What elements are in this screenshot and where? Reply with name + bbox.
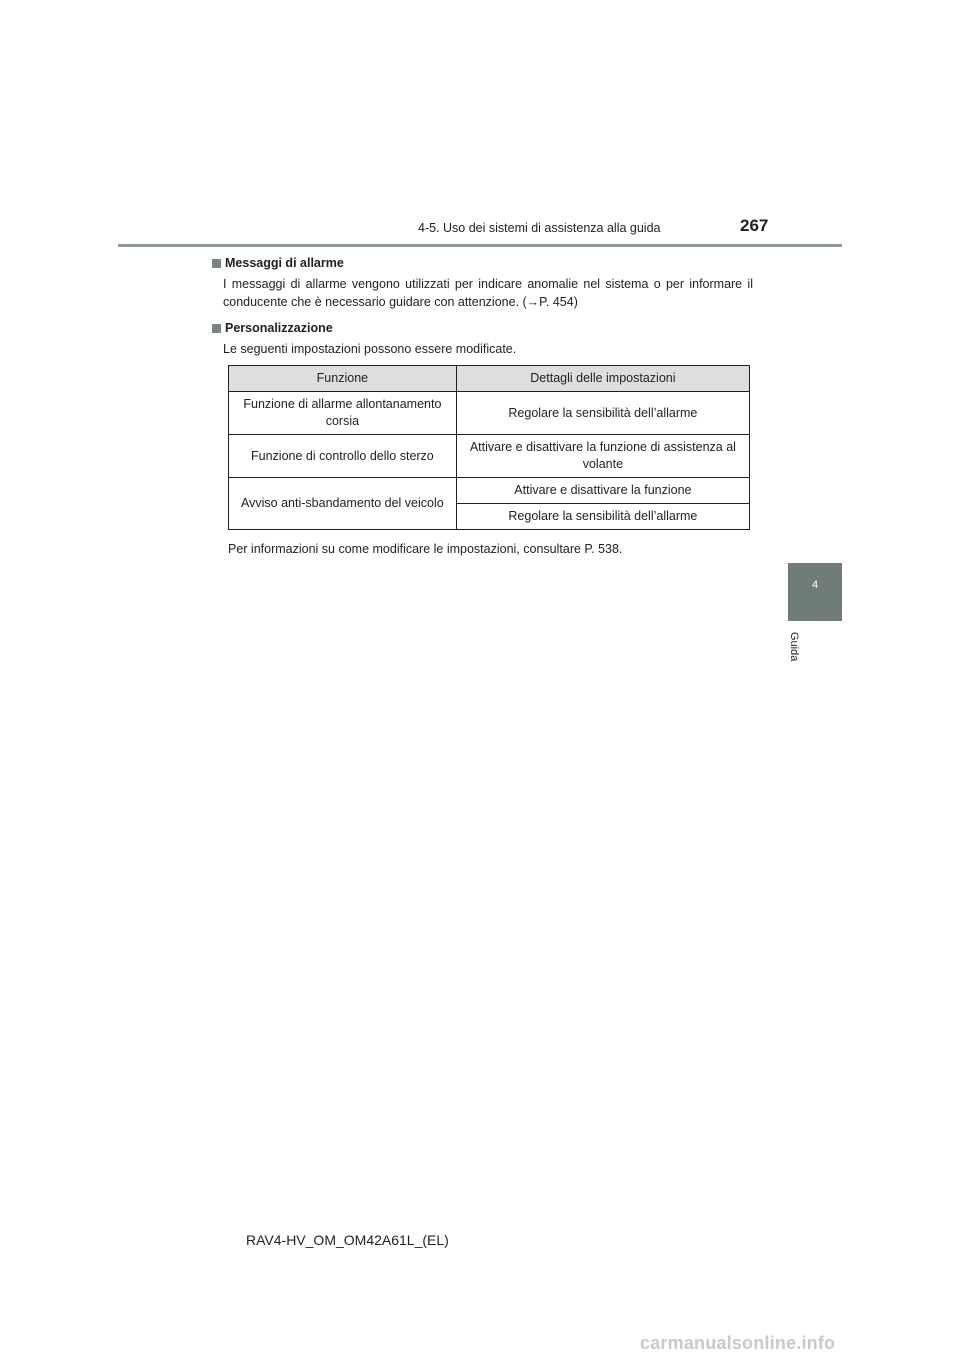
section-heading-customization bbox=[212, 320, 752, 337]
column-header-details: Dettagli delle impostazioni bbox=[456, 366, 749, 392]
instructions-text: Per informazioni su come modificare le impostazioni, consultare P. 538. bbox=[228, 542, 623, 556]
page-number: 267 bbox=[740, 216, 769, 235]
chapter-tab bbox=[788, 563, 842, 621]
header-divider bbox=[118, 244, 842, 247]
section-title: 4-5. Uso dei sistemi di assistenza alla guida bbox=[418, 221, 661, 235]
table-cell: Attivare e disattivare la funzione bbox=[456, 478, 749, 504]
section-heading-text: Personalizzazione bbox=[225, 321, 333, 335]
table-header-row bbox=[229, 366, 750, 392]
square-bullet-icon bbox=[212, 259, 221, 268]
chapter-label bbox=[786, 632, 806, 672]
table-row bbox=[229, 478, 750, 504]
watermark: carmanualsonline.info bbox=[640, 1333, 836, 1353]
document-code: RAV4-HV_OM_OM42A61L_(EL) bbox=[246, 1232, 449, 1248]
table-cell: Avviso anti-sbandamento del veicolo bbox=[229, 478, 457, 530]
chapter-label-text: Guida bbox=[788, 632, 800, 662]
table-cell: Funzione di allarme allontanamento corsia bbox=[229, 392, 457, 435]
section-body-customization: Le seguenti impostazioni possono essere modificate. bbox=[223, 342, 517, 356]
table-cell: Funzione di controllo dello sterzo bbox=[229, 435, 457, 478]
table-row bbox=[229, 392, 750, 435]
main-content bbox=[212, 255, 752, 358]
column-header-function: Funzione bbox=[229, 366, 457, 392]
table-cell: Attivare e disattivare la funzione di assistenza al volante bbox=[456, 435, 749, 478]
settings-table bbox=[228, 365, 750, 530]
table-cell: Regolare la sensibilità dell’allarme bbox=[456, 392, 749, 435]
section-heading-text: Messaggi di allarme bbox=[225, 256, 344, 270]
table-row bbox=[229, 435, 750, 478]
section-heading-messages bbox=[212, 255, 752, 272]
chapter-number: 4 bbox=[811, 579, 819, 591]
table-cell: Regolare la sensibilità dell’allarme bbox=[456, 504, 749, 530]
square-bullet-icon bbox=[212, 324, 221, 333]
section-body-messages: I messaggi di allarme vengono utilizzati per indicare anomalie nel sistema o per informare il conducente che è necessario guidare con attenzione. (→P. 454) bbox=[223, 277, 753, 309]
